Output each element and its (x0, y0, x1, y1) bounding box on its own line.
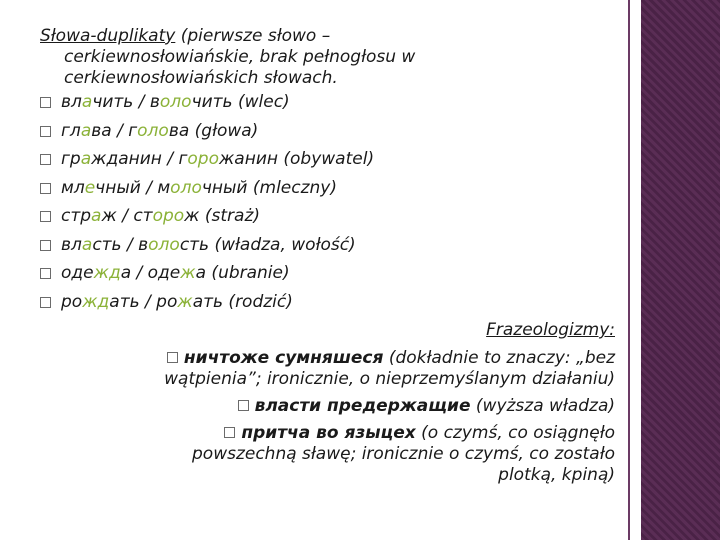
word-text: мл (61, 177, 85, 198)
title-rest-2: cerkiewnosłowiańskie, brak pełnogłosu w (64, 47, 416, 67)
word-text: жданин / г (91, 149, 188, 169)
list-item (40, 263, 615, 292)
word-text: чный / м (95, 177, 171, 198)
word-text: гл (61, 120, 81, 141)
word-text: ать / ро (109, 291, 178, 312)
list-item (40, 121, 615, 150)
highlighted-letters: е (84, 177, 96, 198)
highlighted-letters: а (80, 149, 92, 169)
title-rest-3: cerkiewnosłowiańskich słowach. (64, 68, 338, 88)
phrases-section (40, 320, 615, 486)
word-text: стр (61, 206, 92, 226)
word-list (40, 92, 615, 320)
phrase-meaning-cont: wątpienia”; ironicznie, o nieprzemyślanym działaniu) (164, 369, 615, 389)
word-text: сть (władza, wołość) (179, 234, 356, 255)
word-text: чить (wlec) (191, 92, 290, 112)
list-item (40, 235, 615, 264)
phrase-item (40, 396, 615, 417)
checkbox-bullet-icon (40, 97, 51, 108)
word-text: ва / г (91, 120, 138, 141)
highlighted-letters: оро (187, 149, 219, 169)
decorative-sidebar (641, 0, 720, 540)
phrase-meaning: (wyższa władza) (470, 396, 615, 416)
word-text: ать (rodzić) (192, 291, 293, 312)
phrases-list (40, 348, 615, 486)
phrase-term: ничтоже сумняшеся (183, 348, 384, 368)
title-rest-1: (pierwsze słowo – (175, 26, 331, 46)
highlighted-letters: а (80, 120, 92, 141)
highlighted-letters: а (81, 92, 93, 112)
phrase-meaning-cont: plotką, kpiną) (498, 465, 615, 485)
word-text: чить / в (92, 92, 160, 112)
checkbox-bullet-icon (40, 268, 51, 279)
word-text: сть / в (92, 234, 149, 255)
checkbox-bullet-icon (40, 297, 51, 308)
checkbox-bullet-icon (40, 154, 51, 165)
phrase-term: власти предержащие (254, 396, 471, 416)
phrase-meaning: (o czymś, co osiągnęło (415, 423, 615, 443)
list-item (40, 92, 615, 121)
highlighted-letters: оло (148, 234, 180, 255)
list-item (40, 206, 615, 235)
highlighted-letters: оро (152, 206, 185, 226)
phrase-meaning-cont: powszechną sławę; ironicznie o czymś, co zostało (192, 444, 615, 464)
checkbox-bullet-icon (40, 211, 51, 222)
word-text: гр (61, 149, 81, 169)
phrase-item (40, 348, 615, 390)
slide-title (40, 26, 615, 89)
word-text: жанин (obywatel) (218, 149, 375, 169)
highlighted-letters: оло (170, 177, 202, 198)
word-text: чный (mleczny) (201, 177, 337, 198)
highlighted-letters: ж (180, 263, 196, 283)
highlighted-letters: оло (137, 120, 169, 141)
list-item (40, 149, 615, 178)
highlighted-letters: оло (159, 92, 192, 112)
highlighted-letters: а (81, 234, 93, 255)
list-item (40, 292, 615, 321)
word-text: вл (61, 234, 82, 255)
word-text: ва (głowa) (168, 120, 259, 141)
phrase-item (40, 423, 615, 486)
word-text: ж (straż) (184, 206, 261, 226)
word-text: ж / ст (101, 206, 153, 226)
phrase-term: притча во языцех (241, 423, 416, 443)
title-underlined: Słowa-duplikaty (40, 26, 176, 46)
word-text: а / оде (120, 263, 181, 283)
checkbox-bullet-icon (167, 352, 178, 363)
checkbox-bullet-icon (40, 240, 51, 251)
phrase-meaning: (dokładnie to znaczy: „bez (383, 348, 615, 368)
checkbox-bullet-icon (40, 183, 51, 194)
word-text: вл (61, 92, 82, 112)
highlighted-letters: жд (93, 263, 121, 283)
word-text: оде (61, 263, 94, 283)
word-text: а (ubranie) (195, 263, 290, 283)
checkbox-bullet-icon (224, 427, 235, 438)
checkbox-bullet-icon (238, 400, 249, 411)
highlighted-letters: а (91, 206, 102, 226)
word-text: ро (61, 291, 83, 312)
slide-content (40, 26, 615, 492)
highlighted-letters: ж (177, 291, 193, 312)
list-item (40, 178, 615, 207)
highlighted-letters: жд (82, 291, 110, 312)
sidebar-divider (628, 0, 630, 540)
checkbox-bullet-icon (40, 126, 51, 137)
phrases-title: Frazeologizmy: (486, 320, 615, 340)
